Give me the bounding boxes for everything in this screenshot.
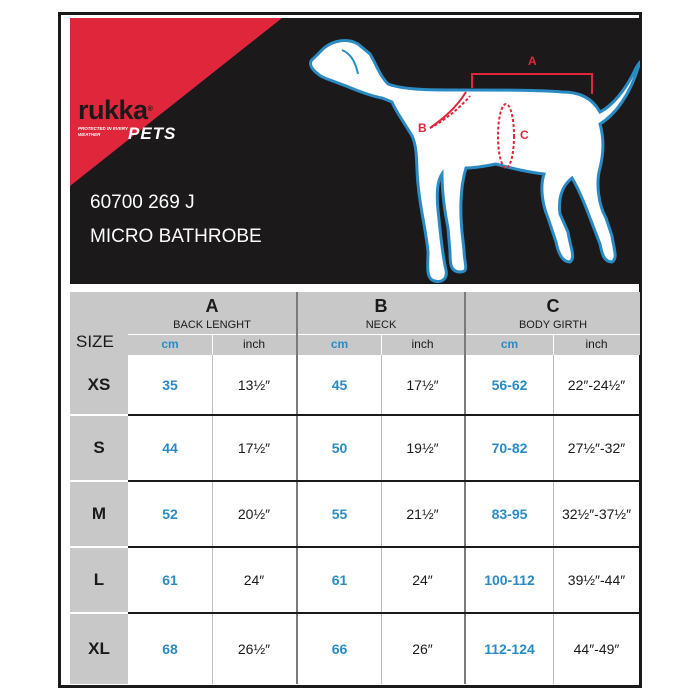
cell-c-cm: 70-82 (491, 440, 528, 456)
group-letter: B (374, 296, 388, 316)
label-c: C (520, 128, 529, 142)
cell-b-inch: 19½″ (406, 440, 439, 456)
cell-a-inch: 13½″ (237, 376, 271, 393)
unit-inch: inch (411, 337, 434, 351)
unit-cm: cm (161, 337, 179, 351)
cell-c-cm: 83-95 (491, 506, 528, 522)
cell-b-cm: 61 (331, 572, 348, 588)
cell-a-inch: 24″ (243, 572, 265, 588)
brand-logo (78, 95, 198, 143)
cell-a-inch: 20½″ (237, 506, 271, 522)
cell-c-inch: 39½″-44″ (567, 572, 626, 588)
cell-c-inch: 32½″-37½″ (561, 506, 632, 522)
cell-c-cm: 112-124 (484, 641, 535, 657)
cell-b-cm: 50 (331, 440, 348, 456)
cell-c-cm: 100-112 (484, 572, 535, 588)
unit-cm: cm (330, 337, 349, 351)
group-name: NECK (365, 319, 397, 331)
brand-sub-name: PETS (128, 124, 177, 143)
cell-b-inch: 17½″ (406, 376, 439, 393)
size-xl: XL (70, 614, 128, 684)
cell-a-cm: 44 (162, 440, 178, 456)
label-b: B (418, 121, 427, 135)
unit-row (298, 334, 464, 355)
cell-b-cm: 66 (331, 641, 348, 657)
group-name: BODY GIRTH (518, 319, 588, 331)
group-header-a (128, 292, 296, 355)
product-name: MICRO BATHROBE (90, 226, 262, 247)
cell-b-cm: 45 (331, 376, 348, 393)
cell-a-inch: 17½″ (237, 440, 271, 456)
unit-inch: inch (585, 337, 608, 351)
size-s: S (70, 416, 128, 480)
cell-a-cm: 61 (162, 572, 178, 588)
cell-c-inch: 44″-49″ (573, 641, 620, 657)
unit-cm: cm (500, 337, 519, 351)
group-letter: C (546, 296, 560, 316)
cell-b-inch: 26″ (412, 641, 433, 657)
group-header-c (466, 292, 640, 355)
cell-c-inch: 22″-24½″ (567, 376, 626, 393)
size-m: M (70, 482, 128, 546)
group-header-b (298, 292, 464, 355)
brand-tagline: PROTECTED IN EVERY WEATHER (78, 126, 128, 137)
brand-name: rukka® (78, 95, 153, 125)
cell-c-cm: 56-62 (491, 376, 528, 393)
product-code: 60700 269 J (90, 192, 195, 213)
registered-mark: ® (147, 106, 153, 113)
group-letter: A (205, 296, 219, 316)
cell-b-cm: 55 (331, 506, 348, 522)
cell-a-cm: 68 (162, 641, 178, 657)
unit-row (128, 334, 296, 355)
header-panel (70, 18, 640, 284)
cell-c-inch: 27½″-32″ (567, 440, 626, 456)
unit-row (466, 334, 640, 355)
size-column-header (70, 292, 128, 355)
cell-a-cm: 52 (162, 506, 178, 522)
group-name: BACK LENGHT (173, 319, 251, 331)
cell-a-cm: 35 (162, 376, 178, 393)
label-a: A (528, 54, 537, 68)
size-table (70, 292, 640, 684)
size-xs: XS (70, 355, 128, 414)
dog-silhouette-icon (311, 41, 640, 282)
cell-a-inch: 26½″ (237, 641, 271, 657)
cell-b-inch: 21½″ (406, 506, 439, 522)
size-header-label: SIZE (76, 332, 114, 351)
cell-b-inch: 24″ (412, 572, 433, 588)
size-l: L (70, 548, 128, 612)
unit-inch: inch (242, 337, 265, 351)
dog-measurement-diagram (300, 18, 640, 284)
